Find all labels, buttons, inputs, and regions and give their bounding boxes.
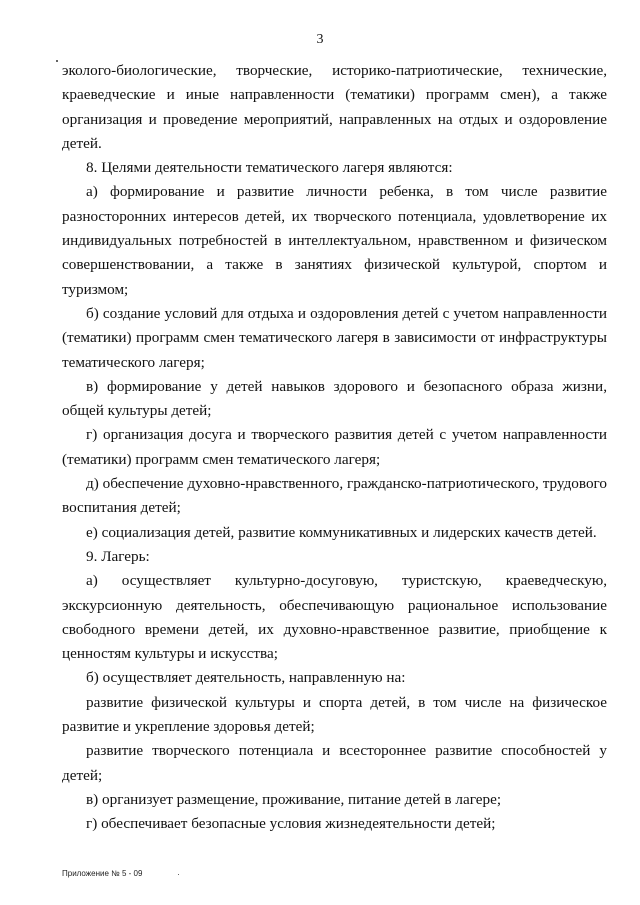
paragraph: г) обеспечивает безопасные условия жизнедеятельности детей; <box>86 815 496 833</box>
paragraph: в) формирование у детей навыков здорового и безопасного образа жизни, общей культуры детей; <box>62 377 607 420</box>
paragraph: в) организует размещение, проживание, питание детей в лагере; <box>86 790 502 808</box>
scan-speck <box>56 60 58 62</box>
paragraph: развитие творческого потенциала и всестороннее развитие способностей у детей; <box>62 742 607 784</box>
paragraph: б) создание условий для отдыха и оздоровления детей с учетом направленности (тематики) программ смен тематического лагеря в зависимости от инфраструктуры тематического лагеря; <box>62 304 607 371</box>
document-body <box>62 59 607 837</box>
paragraph: е) социализация детей, развитие коммуникативных и лидерских качеств детей. <box>86 523 597 541</box>
paragraph: а) осуществляет культурно-досуговую, туристскую, краеведческую, экскурсионную деятельность, обеспечивающую рациональное использование свободного времени детей, их духовно-нравственное развитие, приобщение к ценностям культуры и искусства; <box>62 572 607 663</box>
paragraph: д) обеспечение духовно-нравственного, гражданско-патриотического, трудового воспитания детей; <box>62 475 607 517</box>
paragraph: развитие физической культуры и спорта детей, в том числе на физическое развитие и укрепление здоровья детей; <box>62 693 607 736</box>
scan-speck <box>178 874 179 875</box>
footer-note: Приложение № 5 - 09 <box>62 869 143 878</box>
paragraph: 8. Целями деятельности тематического лагеря являются: <box>86 159 453 177</box>
page-number: 3 <box>316 32 324 47</box>
paragraph: 9. Лагерь: <box>86 547 150 565</box>
paragraph: а) формирование и развитие личности ребенка, в том числе развитие разносторонних интересов детей, их творческого потенциала, удовлетворение их индивидуальных потребностей в интеллектуальном, нравственном и физическом совершенствовании, а также в занятиях физической культурой, спортом и туризмом; <box>62 183 607 298</box>
paragraph: эколого-биологические, творческие, историко-патриотические, технические, краеведческие и иные направленности (тематики) программ смен), а также организация и проведение мероприятий, направленных на отдых и оздоровление детей. <box>62 62 607 152</box>
paragraph: б) осуществляет деятельность, направленную на: <box>86 669 406 687</box>
paragraph: г) организация досуга и творческого развития детей с учетом направленности (тематики) программ смен тематического лагеря; <box>62 426 607 468</box>
